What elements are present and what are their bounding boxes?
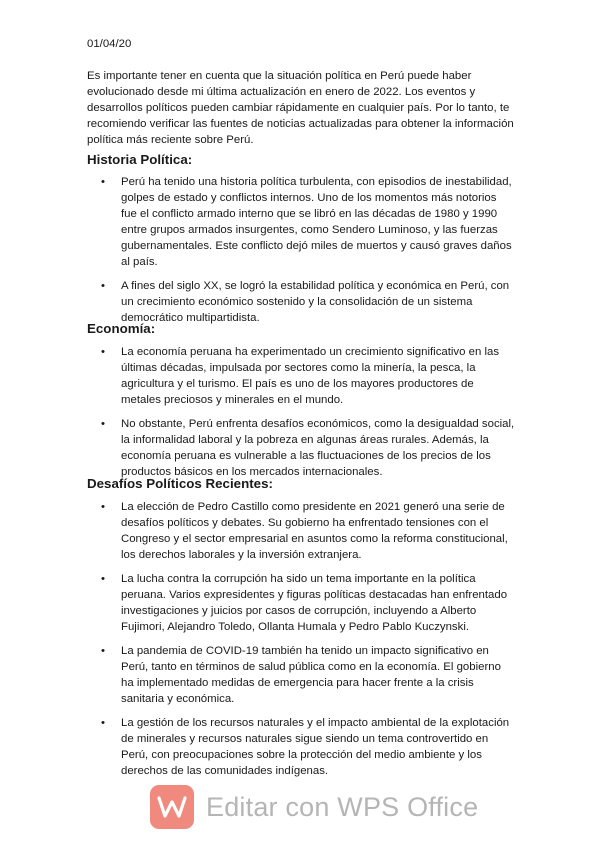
- list-item: • Perú ha tenido una historia política turbulenta, con episodios de inestabilidad, golpes de estado y conflictos internos. Uno de los momentos más notorios fue el conflicto armado interno que se libró en las décadas de 1980 y 1990 entre grupos armados insurgentes, como Sendero Luminoso, y las fuerzas gubernamentales. Este conflicto dejó miles de muertos y causó graves daños al país.: [101, 176, 512, 268]
- list-item: • La lucha contra la corrupción ha sido un tema importante en la política peruana. Varios expresidentes y figuras políticas destacadas han enfrentado investigaciones y juicios por casos de corrupción, incluyendo a Alberto Fujimori, Alejandro Toledo, Ollanta Humala y Pedro Pablo Kuczynski.: [101, 573, 508, 633]
- list-item: • La elección de Pedro Castillo como presidente en 2021 generó una serie de desafíos políticos y debates. Su gobierno ha enfrentado tensiones con el Congreso y el sector empresarial en asuntos como la reforma constitucional, los derechos laborales y la inversión extranjera.: [101, 501, 508, 561]
- list-item: • La economía peruana ha experimentado un crecimiento significativo en las últimas décadas, impulsada por sectores como la minería, la pesca, la agricultura y el turismo. El país es uno de los mayores productores de metales preciosos y minerales en el mundo.: [101, 346, 500, 406]
- intro-paragraph: Es importante tener en cuenta que la situación política en Perú puede haber evolucionado desde mi última actualización en enero de 2022. Los eventos y desarrollos políticos pueden cambiar rápidamente en cualquier país. Por lo tanto, te recomiendo verificar las fuentes de noticias actualizadas para obtener la información política más reciente sobre Perú.: [87, 70, 514, 146]
- bullet-icon: •: [101, 346, 105, 358]
- list-economia: [87, 344, 515, 488]
- list-item: • A fines del siglo XX, se logró la estabilidad política y económica en Perú, con un crecimiento económico sostenido y la consolidación de un sistema democrático multipartidista.: [101, 280, 510, 324]
- bullet-icon: •: [101, 717, 105, 729]
- wps-watermark[interactable]: [150, 783, 480, 831]
- bullet-icon: •: [101, 176, 105, 188]
- bullet-icon: •: [101, 645, 105, 657]
- bullet-icon: •: [101, 501, 105, 513]
- document-date: 01/04/20: [87, 38, 132, 50]
- wps-logo-icon: [150, 785, 194, 829]
- bullet-icon: •: [101, 573, 105, 585]
- bullet-icon: •: [101, 280, 105, 292]
- bullet-icon: •: [101, 418, 105, 430]
- section-heading-economia: Economía:: [87, 321, 156, 336]
- list-item: • La pandemia de COVID-19 también ha tenido un impacto significativo en Perú, tanto en términos de salud pública como en la economía. El gobierno ha implementado medidas de emergencia para hacer frente a la crisis sanitaria y económica.: [101, 645, 501, 705]
- list-item: • La gestión de los recursos naturales y el impacto ambiental de la explotación de minerales y recursos naturales sigue siendo un tema controvertido en Perú, con preocupaciones sobre la protección del medio ambiente y los derechos de las comunidades indígenas.: [101, 717, 510, 777]
- list-historia: [87, 174, 515, 334]
- section-heading-desafios: Desafíos Políticos Recientes:: [87, 476, 273, 491]
- watermark-text: Editar con WPS Office: [206, 792, 479, 822]
- list-desafios: [87, 499, 515, 787]
- section-heading-historia: Historia Política:: [87, 152, 193, 167]
- list-item: • No obstante, Perú enfrenta desafíos económicos, como la desigualdad social, la informalidad laboral y la pobreza en algunas áreas rurales. Además, la economía peruana es vulnerable a las fluctuaciones de los precios de los productos básicos en los mercados internacionales.: [101, 418, 515, 478]
